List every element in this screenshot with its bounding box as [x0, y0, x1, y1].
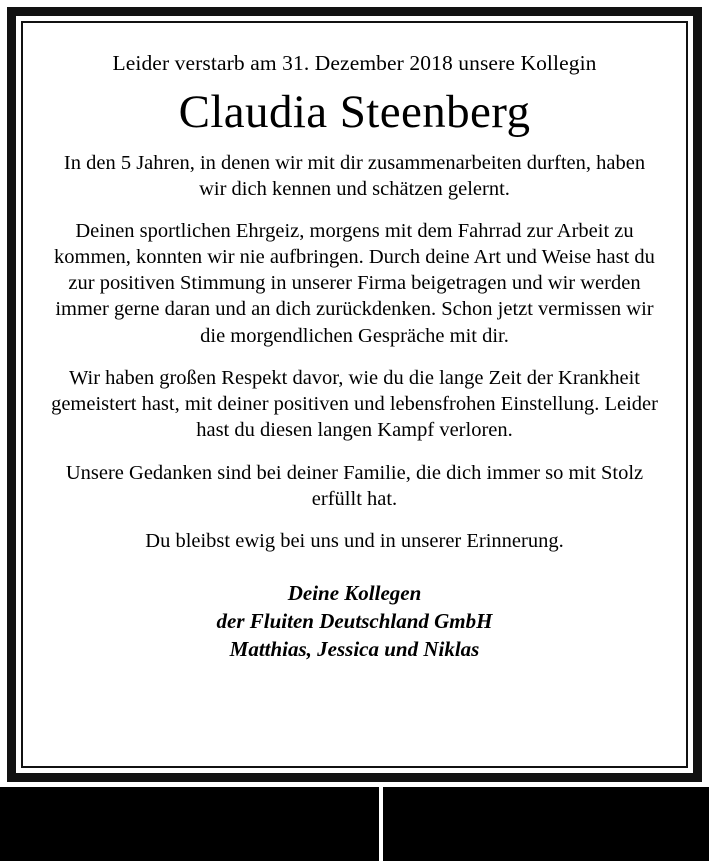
signature-block: [49, 580, 660, 664]
signature-line-3: Matthias, Jessica und Niklas: [229, 637, 480, 662]
intro-line: Leider verstarb am 31. Dezember 2018 unsere Kollegin: [112, 51, 597, 75]
notice-frame: [7, 7, 702, 782]
memorial-paragraph-3: Wir haben großen Respekt davor, wie du die lange Zeit der Krankheit gemeistert hast, mit deiner positiven und lebensfrohen Einstellung. Leider hast du diesen langen Kampf verloren.: [51, 366, 658, 442]
bottom-black-bar-left: [0, 787, 379, 861]
memorial-paragraph-4: Unsere Gedanken sind bei deiner Familie, die dich immer so mit Stolz erfüllt hat.: [65, 461, 644, 510]
memorial-paragraph-5: Du bleibst ewig bei uns und in unserer Erinnerung.: [145, 530, 564, 553]
bottom-black-bar-right: [383, 787, 709, 861]
notice-inner-border: [21, 21, 688, 768]
signature-line-1: Deine Kollegen: [287, 581, 422, 606]
memorial-paragraph-2: Deinen sportlichen Ehrgeiz, morgens mit dem Fahrrad zur Arbeit zu kommen, konnten wir nie aufbringen. Durch deine Art und Weise hast du zur positiven Stimmung in unserer Firma beigetragen und wir werden immer gerne daran und an dich zurückdenken. Schon jetzt vermissen wir die morgendlichen Gespräche mit dir.: [54, 219, 655, 347]
deceased-name: Claudia Steenberg: [178, 85, 531, 138]
memorial-paragraph-1: In den 5 Jahren, in denen wir mit dir zusammenarbeiten durften, haben wir dich kennen und schätzen gelernt.: [63, 152, 646, 201]
signature-line-2: der Fluiten Deutschland GmbH: [216, 609, 493, 634]
